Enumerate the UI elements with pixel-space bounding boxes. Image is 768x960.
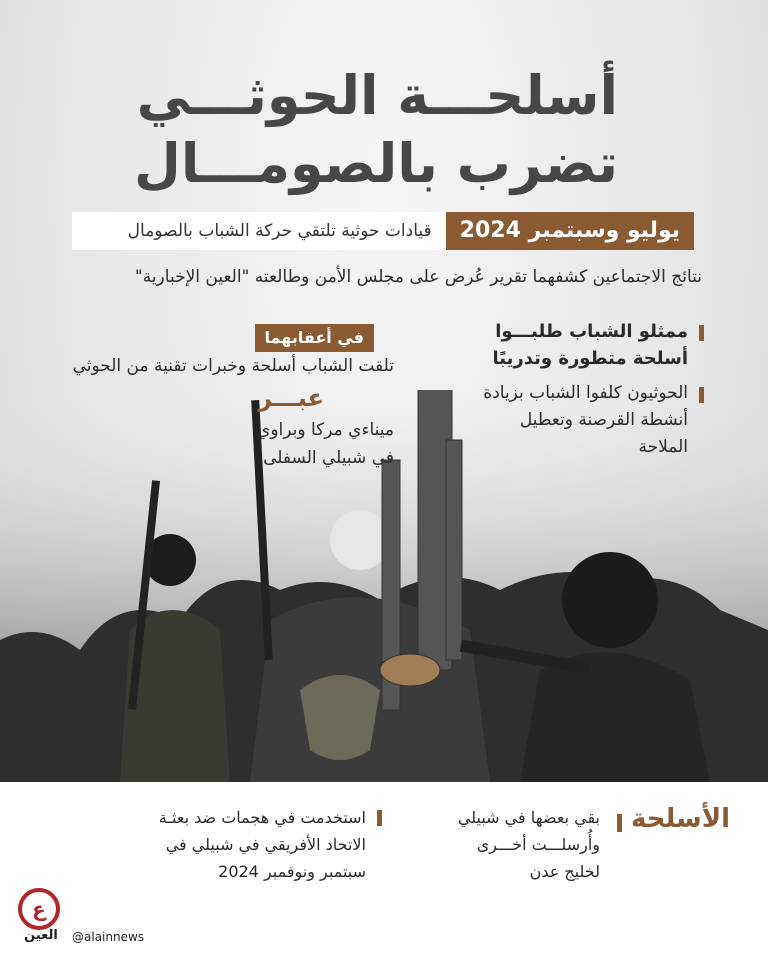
b1-line-3: لخليج عدن [529, 862, 600, 881]
right-points [469, 318, 704, 469]
social-handle: @alainnews [72, 930, 145, 944]
b2-line-1: استخدمت في هجمات ضد بعثـة [158, 808, 366, 827]
bottom-column-1 [410, 804, 600, 885]
via-label: عبـــر [258, 384, 324, 412]
b2-line-3: سبتمبر ونوفمبر 2024 [218, 862, 366, 881]
bottom-column-2 [96, 804, 366, 885]
b1-line-1: بقي بعضها في شبيلي [457, 808, 600, 827]
date-badge: يوليو وسبتمبر 2024 [446, 212, 694, 250]
title-line-2: تضرب بالصومـــال [134, 132, 618, 195]
point-piracy-tasks: الحوثيون كلفوا الشباب بزيادة أنشطة القرصنة وتعطيل الملاحة [469, 380, 704, 461]
subtitle-text: قيادات حوثية تلتقي حركة الشباب بالصومال [72, 212, 446, 250]
left-line-2: ميناءي مركا وبراوي [257, 420, 394, 440]
left-line-1: تلقت الشباب أسلحة وخبرات تقنية من الحوثي [72, 356, 394, 376]
b2-line-2: الاتحاد الأفريقي في شبيلي في [165, 835, 366, 854]
page-title [134, 62, 618, 198]
brand-name: العين [24, 928, 58, 943]
weapons-label: الأسلحة [631, 804, 730, 834]
point-weapons-request: ممثلو الشباب طلبـــوا أسلحة متطورة وتدريبًا [469, 318, 704, 372]
title-line-1: أسلحـــة الحوثـــي [136, 64, 618, 127]
alain-logo-icon: ع [18, 888, 60, 930]
intro-text: نتائج الاجتماعين كشفهما تقرير عُرض على مجلس الأمن وطالعته "العين الإخبارية" [134, 267, 702, 287]
subtitle-bar [72, 212, 694, 250]
aftermath-tag: في أعقابهما [255, 324, 374, 352]
b1-line-2: وأُرسلـــت أخـــرى [476, 835, 600, 854]
left-line-3: في شبيلي السفلى [263, 448, 394, 468]
left-block [24, 324, 394, 472]
